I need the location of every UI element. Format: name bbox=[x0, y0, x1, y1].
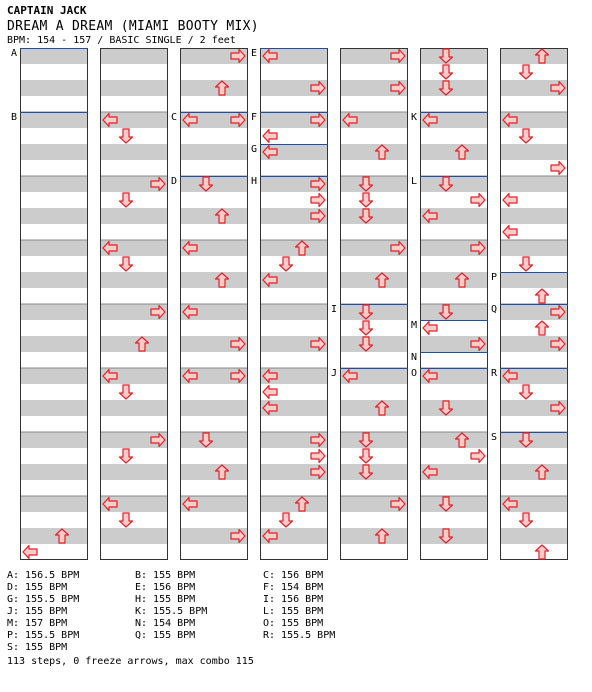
bpm-change-label: A bbox=[11, 48, 18, 59]
beat-stripe bbox=[100, 272, 168, 288]
step-arrow-down bbox=[120, 129, 133, 143]
bpm-list-entry: C: 156 BPM bbox=[263, 570, 324, 581]
beat-stripe bbox=[180, 432, 248, 448]
step-arrow-right bbox=[471, 450, 485, 463]
step-arrow-down bbox=[520, 129, 533, 143]
bpm-difficulty-line: BPM: 154 - 157 / BASIC SINGLE / 2 feet bbox=[7, 35, 236, 46]
step-arrow-left bbox=[423, 322, 437, 335]
beat-stripe bbox=[20, 464, 88, 480]
bpm-list-entry: H: 155 BPM bbox=[135, 594, 196, 605]
step-arrow-up bbox=[536, 289, 549, 303]
step-arrow-right bbox=[311, 450, 325, 463]
bpm-change-label: B bbox=[11, 112, 18, 123]
beat-stripe bbox=[420, 432, 488, 448]
beat-stripe bbox=[180, 400, 248, 416]
bpm-list-entry: K: 155.5 BPM bbox=[135, 606, 208, 617]
beat-stripe bbox=[260, 304, 328, 320]
beat-stripe bbox=[100, 528, 168, 544]
bpm-change-label: L bbox=[411, 176, 418, 187]
step-arrow-down bbox=[440, 65, 453, 79]
bpm-list-entry: M: 157 BPM bbox=[7, 618, 68, 629]
beat-stripe bbox=[180, 80, 248, 96]
step-arrow-right bbox=[551, 162, 565, 175]
step-arrow-down bbox=[360, 193, 373, 207]
bpm-list-entry: Q: 155 BPM bbox=[135, 630, 196, 641]
bpm-change-label: O bbox=[411, 368, 418, 379]
bpm-change-label: C bbox=[171, 112, 178, 123]
beat-stripe bbox=[20, 208, 88, 224]
bpm-list-entry: R: 155.5 BPM bbox=[263, 630, 336, 641]
step-arrow-down bbox=[120, 257, 133, 271]
beat-stripe bbox=[20, 48, 88, 64]
step-arrow-right bbox=[311, 194, 325, 207]
bpm-list-entry: G: 155.5 BPM bbox=[7, 594, 80, 605]
bpm-change-label: K bbox=[411, 112, 418, 123]
beat-stripe bbox=[20, 432, 88, 448]
beat-stripe bbox=[20, 176, 88, 192]
step-arrow-left bbox=[503, 194, 517, 207]
beat-stripe bbox=[260, 240, 328, 256]
beat-stripe bbox=[340, 144, 408, 160]
bpm-change-label: G bbox=[251, 144, 258, 155]
bpm-list-entry: N: 154 BPM bbox=[135, 618, 196, 629]
beat-stripe bbox=[20, 144, 88, 160]
beat-stripe bbox=[20, 368, 88, 384]
beat-stripe bbox=[100, 144, 168, 160]
beat-stripe bbox=[20, 304, 88, 320]
beat-stripe bbox=[100, 80, 168, 96]
bpm-change-label: P bbox=[491, 272, 498, 283]
step-arrow-left bbox=[23, 546, 37, 559]
beat-stripe bbox=[260, 496, 328, 512]
beat-stripe bbox=[420, 400, 488, 416]
beat-stripe bbox=[20, 400, 88, 416]
bpm-list-entry: J: 155 BPM bbox=[7, 606, 68, 617]
beat-stripe bbox=[20, 240, 88, 256]
beat-stripe bbox=[340, 336, 408, 352]
bpm-change-label: S bbox=[491, 432, 498, 443]
beat-stripe bbox=[20, 496, 88, 512]
bpm-change-label: F bbox=[251, 112, 258, 123]
bpm-change-label: J bbox=[331, 368, 338, 379]
beat-stripe bbox=[100, 208, 168, 224]
beat-stripe bbox=[340, 208, 408, 224]
beat-stripe bbox=[420, 48, 488, 64]
step-arrow-down bbox=[120, 449, 133, 463]
step-arrow-down bbox=[120, 193, 133, 207]
beat-stripe bbox=[500, 144, 568, 160]
beat-stripe bbox=[180, 272, 248, 288]
beat-stripe bbox=[180, 208, 248, 224]
beat-stripe bbox=[20, 272, 88, 288]
bpm-list-entry: E: 156 BPM bbox=[135, 582, 196, 593]
beat-stripe bbox=[500, 240, 568, 256]
beat-stripe bbox=[500, 176, 568, 192]
step-arrow-down bbox=[280, 257, 293, 271]
beat-stripe bbox=[100, 464, 168, 480]
beat-stripe bbox=[340, 272, 408, 288]
bpm-list-entry: B: 155 BPM bbox=[135, 570, 196, 581]
beat-stripe bbox=[20, 336, 88, 352]
step-arrow-left bbox=[263, 386, 277, 399]
bpm-change-label: R bbox=[491, 368, 498, 379]
beat-stripe bbox=[420, 80, 488, 96]
beat-stripe bbox=[500, 208, 568, 224]
beat-stripe bbox=[500, 528, 568, 544]
bpm-list-entry: S: 155 BPM bbox=[7, 642, 68, 653]
bpm-change-label: I bbox=[331, 304, 338, 315]
beat-stripe bbox=[20, 528, 88, 544]
beat-stripe bbox=[500, 48, 568, 64]
beat-stripe bbox=[20, 80, 88, 96]
beat-stripe bbox=[420, 496, 488, 512]
beat-stripe bbox=[420, 528, 488, 544]
step-arrow-down bbox=[520, 65, 533, 79]
step-arrow-down bbox=[520, 513, 533, 527]
beat-stripe bbox=[500, 464, 568, 480]
beat-stripe bbox=[420, 144, 488, 160]
bpm-change-label: Q bbox=[491, 304, 498, 315]
song-title: DREAM A DREAM (MIAMI BOOTY MIX) bbox=[7, 19, 259, 34]
beat-stripe bbox=[340, 176, 408, 192]
beat-stripe bbox=[180, 144, 248, 160]
step-arrow-down bbox=[120, 513, 133, 527]
step-arrow-right bbox=[471, 194, 485, 207]
step-arrow-up bbox=[536, 545, 549, 559]
beat-stripe bbox=[100, 400, 168, 416]
beat-stripe bbox=[420, 304, 488, 320]
beat-stripe bbox=[500, 272, 568, 288]
beat-stripe bbox=[20, 112, 88, 128]
bpm-change-label: E bbox=[251, 48, 258, 59]
bpm-list-entry: O: 155 BPM bbox=[263, 618, 324, 629]
bpm-list-entry: I: 156 BPM bbox=[263, 594, 324, 605]
beat-stripe bbox=[340, 464, 408, 480]
beat-stripe bbox=[500, 432, 568, 448]
beat-stripe bbox=[100, 48, 168, 64]
beat-stripe bbox=[420, 176, 488, 192]
beat-stripe bbox=[340, 304, 408, 320]
step-arrow-down bbox=[360, 449, 373, 463]
step-arrow-down bbox=[360, 321, 373, 335]
beat-stripe bbox=[420, 272, 488, 288]
bpm-change-label: N bbox=[411, 352, 418, 363]
step-arrow-left bbox=[263, 130, 277, 143]
bpm-list-entry: P: 155.5 BPM bbox=[7, 630, 80, 641]
beat-stripe bbox=[340, 432, 408, 448]
beat-stripe bbox=[180, 464, 248, 480]
step-summary: 113 steps, 0 freeze arrows, max combo 115 bbox=[7, 656, 254, 667]
bpm-list-entry: L: 155 BPM bbox=[263, 606, 324, 617]
bpm-list-entry: F: 154 BPM bbox=[263, 582, 324, 593]
bpm-list-entry: D: 155 BPM bbox=[7, 582, 68, 593]
bpm-change-label: D bbox=[171, 176, 178, 187]
beat-stripe bbox=[180, 176, 248, 192]
beat-stripe bbox=[100, 336, 168, 352]
artist-name: CAPTAIN JACK bbox=[7, 4, 87, 17]
beat-stripe bbox=[340, 400, 408, 416]
bpm-change-label: H bbox=[251, 176, 258, 187]
step-arrow-down bbox=[520, 385, 533, 399]
step-arrow-up bbox=[536, 321, 549, 335]
beat-stripe bbox=[340, 528, 408, 544]
step-arrow-down bbox=[520, 257, 533, 271]
step-arrow-down bbox=[280, 513, 293, 527]
bpm-change-label: M bbox=[411, 320, 418, 331]
step-arrow-down bbox=[120, 385, 133, 399]
bpm-list-entry: A: 156.5 BPM bbox=[7, 570, 80, 581]
step-arrow-left bbox=[503, 226, 517, 239]
